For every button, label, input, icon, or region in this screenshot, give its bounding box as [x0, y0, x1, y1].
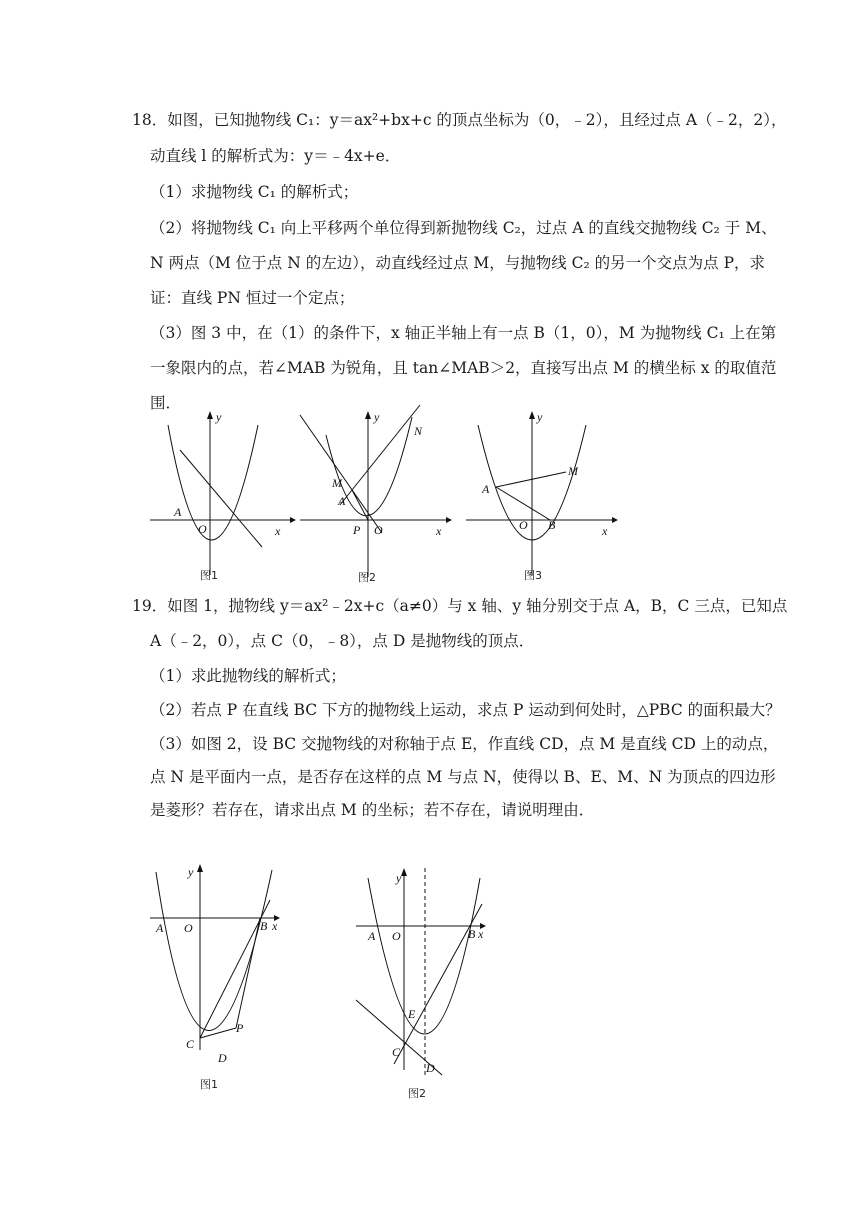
q18-fig2-label-a: A	[338, 494, 346, 508]
q19-fig2-label-a: A	[368, 929, 376, 943]
q18-line-7: （3）图 3 中，在（1）的条件下，x 轴正半轴上有一点 B（1，0），M 为抛物线 C₁ 上在第	[150, 324, 777, 342]
q18-fig3-label-o: O	[519, 518, 528, 532]
q19-line-1: 19．如图 1，抛物线 y＝ax²﹣2x+c（a≠0）与 x 轴、y 轴分别交于点 A，B，C 三点，已知点	[132, 597, 788, 615]
q18-fig1-label-o: O	[198, 522, 207, 536]
q19-fig1-label-y: y	[188, 865, 194, 879]
q18-fig2-label-m: M	[332, 476, 342, 490]
q18-line-6: 证：直线 PN 恒过一个定点；	[150, 289, 355, 307]
q19-fig1-label-c: C	[186, 1037, 195, 1051]
q18-figure-3	[462, 405, 622, 585]
q18-fig2-label-n: N	[414, 424, 423, 438]
q18-fig3-label-m: M	[568, 464, 578, 478]
q18-fig3-label-x: x	[602, 524, 608, 538]
q19-fig1-label-x: x	[272, 919, 278, 933]
q19-fig2-label-x: x	[478, 927, 484, 941]
q18-line-5: N 两点（M 位于点 N 的左边），动直线经过点 M，与抛物线 C₂ 的另一个交点为点 P，求	[150, 254, 766, 272]
q19-fig1-label-a: A	[156, 921, 164, 935]
q19-line-6: 点 N 是平面内一点，是否存在这样的点 M 与点 N，使得以 B、E、M、N 为顶点的四边形	[150, 768, 776, 786]
q18-fig1-caption: 图1	[200, 569, 218, 582]
q19-fig1-label-p: P	[236, 1021, 244, 1035]
q18-line-4: （2）将抛物线 C₁ 向上平移两个单位得到新抛物线 C₂，过点 A 的直线交抛物线 C₂ 于 M、	[150, 219, 777, 237]
q19-fig1-label-d: D	[218, 1051, 227, 1065]
q18-figure-2	[296, 405, 456, 585]
q19-line-7: 是菱形？若存在，请求出点 M 的坐标；若不存在，请说明理由．	[150, 801, 595, 819]
q18-fig3-label-b: B	[548, 518, 556, 532]
q19-figure-1	[140, 860, 300, 1100]
q18-figure-1	[140, 405, 300, 585]
q18-fig2-label-o: O	[374, 523, 383, 537]
q18-fig3-caption: 图3	[524, 569, 542, 582]
q19-fig2-label-y: y	[396, 871, 402, 885]
q19-line-2: A（﹣2，0），点 C（0，﹣8），点 D 是抛物线的顶点．	[150, 632, 535, 650]
q18-line-1: 18．如图，已知抛物线 C₁：y＝ax²+bx+c 的顶点坐标为（0，﹣2），且经过点 A（﹣2，2），	[132, 111, 787, 129]
q19-fig2-label-b: B	[468, 927, 476, 941]
q18-line-2: 动直线 l 的解析式为：y＝﹣4x+e．	[150, 147, 401, 165]
q18-fig1-label-a: A	[174, 505, 182, 519]
q19-fig2-label-e: E	[408, 1007, 416, 1021]
q18-fig2-label-p: P	[353, 523, 361, 537]
q18-fig2-caption: 图2	[358, 571, 376, 584]
q19-fig1-label-b: B	[260, 919, 268, 933]
q18-fig3-label-a: A	[482, 482, 490, 496]
q18-fig3-label-y: y	[537, 410, 543, 424]
q18-fig2-label-x: x	[436, 524, 442, 538]
q19-figure-2	[352, 860, 512, 1100]
q19-fig2-label-d: D	[426, 1061, 435, 1075]
q18-line-3: （1）求抛物线 C₁ 的解析式；	[150, 183, 359, 201]
q19-fig1-caption: 图1	[200, 1078, 218, 1091]
q19-fig1-label-o: O	[184, 921, 193, 935]
q19-fig2-label-c: C	[392, 1045, 401, 1059]
q18-fig1-label-y: y	[216, 410, 222, 424]
q19-line-4: （2）若点 P 在直线 BC 下方的抛物线上运动，求点 P 运动到何处时，△PBC 的面积最大？	[150, 701, 781, 719]
q19-fig2-caption: 图2	[408, 1087, 426, 1100]
q18-fig2-label-y: y	[374, 410, 380, 424]
q19-fig2-label-o: O	[392, 929, 401, 943]
q18-line-8: 一象限内的点，若∠MAB 为锐角，且 tan∠MAB＞2，直接写出点 M 的横坐标 x 的取值范	[150, 359, 777, 377]
q18-fig1-label-x: x	[275, 524, 281, 538]
q18-line-9: 围．	[150, 394, 182, 412]
q19-line-5: （3）如图 2，设 BC 交抛物线的对称轴于点 E，作直线 CD，点 M 是直线 CD 上的动点，	[150, 735, 779, 753]
q19-line-3: （1）求此抛物线的解析式；	[150, 667, 346, 685]
